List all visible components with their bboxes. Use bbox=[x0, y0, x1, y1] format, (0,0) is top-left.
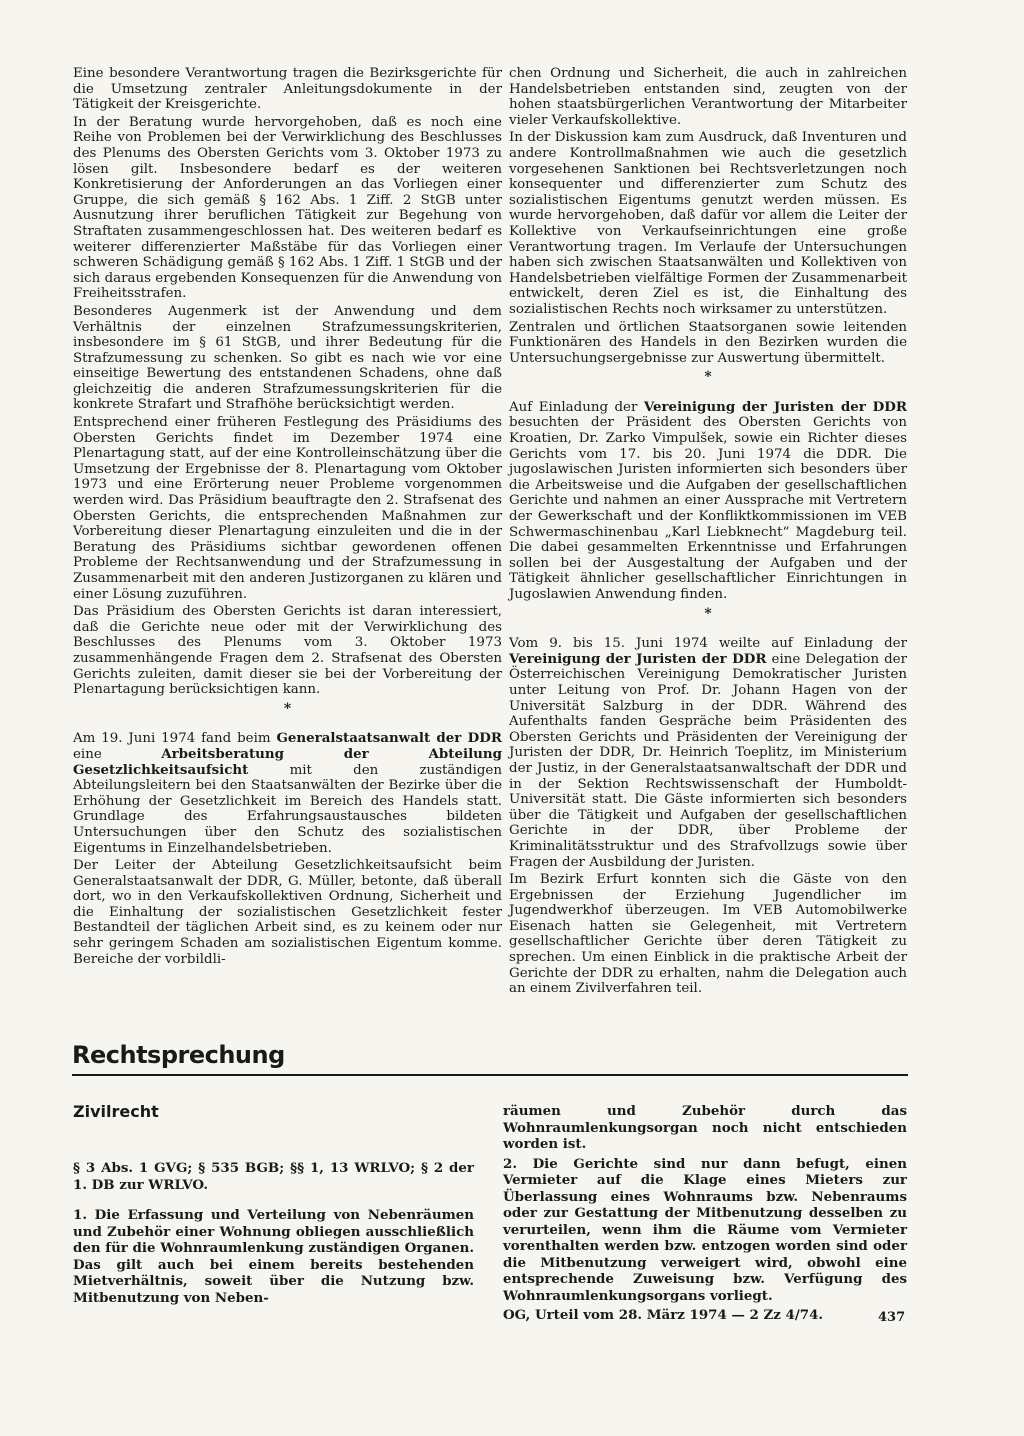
subsection-heading: Zivilrecht bbox=[73, 1102, 159, 1121]
paragraph: Besonderes Augenmerk ist der Anwendung und dem Verhältnis der einzelnen Strafzumessungskriterien, insbesondere im § 61 StGB, und ihrer Bedeutung für die Strafzumessung zu schenken. So gibt es nach wie vor eine einseitige Bewertung des entstandenen Schadens, ohne daß gleichzeitig die anderen Strafzumessungskriterien für die konkrete Strafart und Strafhöhe berücksichtigt werden. bbox=[73, 303, 502, 413]
page-number: 437 bbox=[878, 1310, 906, 1325]
paragraph: In der Diskussion kam zum Ausdruck, daß Inventuren und andere Kontrollmaßnahmen wie auch die gesetzlich vorgesehenen Sanktionen bei Rechtsverletzungen noch konsequenter und differenzierter zum Schutz des sozialistischen Eigentums genutzt werden müssen. Es wurde hervorgehoben, daß dafür vor allem die Leiter der Kollektive von Verkaufseinrichtungen eine große Verantwortung tragen. Im Verlaufe der Untersuchungen haben sich zwischen Staatsanwälten und Kollektiven von Handelsbetrieben vielfältige Formen der Zusammenarbeit entwickelt, deren Ziel es ist, die Einhaltung des sozialistischen Rechts noch wirksamer zu unterstützen. bbox=[509, 130, 907, 317]
bold-text: Arbeitsberatung der Abteilung Gesetzlichkeitsaufsicht bbox=[73, 745, 503, 778]
news-paragraph: Am 19. Juni 1974 fand beim Generalstaatsanwalt der DDR eine Arbeitsberatung der Abteilung Gesetzlichkeitsaufsicht mit den zuständigen Abteilungsleitern bei den Staatsanwälten der Bezirke über die Erhöhung der Gesetzlichkeit im Bereich des Handels statt. Grundlage des Erfahrungsaustausches bildeten Untersuchungen über den Schutz des sozialistischen Eigentums in Einzelhandelsbetrieben. bbox=[73, 730, 503, 856]
section-heading: Rechtsprechung bbox=[72, 1040, 908, 1076]
lower-left-column bbox=[73, 1160, 474, 1309]
headnote-1: 1. Die Erfassung und Verteilung von Nebenräumen und Zubehör einer Wohnung obliegen ausschließlich den für die Wohnraumlenkung zuständigen Organen. Das gilt auch bei einem bereits bestehenden Mietverhältnis, soweit über die Nutzung bzw. Mitbenutzung von Neben- bbox=[73, 1207, 474, 1306]
headnote-2: 2. Die Gerichte sind nur dann befugt, einen Vermieter auf die Klage eines Mieters zur Überlassung eines Wohnraums bzw. Nebenraums oder zur Gestattung der Mitbenutzung desselben zu verurteilen, wenn ihm die Räume vom Vermieter vorenthalten werden bzw. entzogen worden sind oder die Mitbenutzung verweigert wird, obwohl eine entsprechende Zuweisung bzw. Verfügung des Wohnraumlenkungsorgans vorliegt. bbox=[503, 1155, 907, 1304]
citation: OG, Urteil vom 28. März 1974 — 2 Zz 4/74. bbox=[503, 1307, 824, 1323]
separator-asterisk: * bbox=[704, 605, 712, 622]
bold-text: Generalstaatsanwalt der DDR bbox=[276, 730, 502, 747]
lower-right-column bbox=[503, 1103, 907, 1327]
separator-asterisk: * bbox=[704, 369, 712, 386]
paragraph: Das Präsidium des Obersten Gerichts ist daran interessiert, daß die Gerichte neue oder mit der Verwirklichung des Beschlusses des Plenums vom 3. Oktober 1973 zusammenhängende Fragen dem 2. Strafsenat des Obersten Gerichts zuleiten, damit dieser sie bei der Vorbereitung der Plenartagung berücksichtigen kann. bbox=[73, 604, 502, 698]
bold-text: Vereinigung der Juristen der DDR bbox=[643, 398, 907, 415]
paragraph: Entsprechend einer früheren Festlegung des Präsidiums des Obersten Gerichts findet im Dezember 1974 eine Plenartagung statt, auf der eine Kontrolleinschätzung über die Umsetzung der Ergebnisse der 8. Plenartagung vom Oktober 1973 und eine Erörterung neuer Probleme vorgenommen werden wird. Das Präsidium beauftragte den 2. Strafsenat des Obersten Gerichts, die entsprechenden Maßnahmen zur Vorbereitung dieser Plenartagung einzuleiten und die in der Beratung des Präsidiums sichtbar gewordenen offenen Probleme der Rechtsanwendung und der Strafzumessung in Zusammenarbeit mit den anderen Justizorganen zu klären und einer Lösung zuzuführen. bbox=[73, 415, 502, 602]
left-column bbox=[73, 66, 502, 969]
headnote-1-continued: räumen und Zubehör durch das Wohnraumlenkungsorgan noch nicht entschieden worden ist. bbox=[503, 1103, 907, 1152]
paragraph: Im Bezirk Erfurt konnten sich die Gäste von den Ergebnissen der Erziehung Jugendlicher im Jugendwerkhof überzeugen. Im VEB Automobilwerke Eisenach hatten sie Gelegenheit, mit Vertretern gesellschaftlicher Gerichte über deren Tätigkeit zu sprechen. Um einen Einblick in die praktische Arbeit der Gerichte der DDR zu erhalten, nahm die Delegation auch an einem Zivilverfahren teil. bbox=[509, 872, 907, 997]
paragraph: Zentralen und örtlichen Staatsorganen sowie leitenden Funktionären des Handels in den Bezirken wurden die Untersuchungsergebnisse zur Auswertung übermittelt. bbox=[509, 319, 907, 366]
news-paragraph: Vom 9. bis 15. Juni 1974 weilte auf Einladung der Vereinigung der Juristen der DDR eine Delegation der Österreichischen Vereinigung Demokratischer Juristen unter Leitung von Prof. Dr. Johann Hagen von der Universität Salzburg in der DDR. Während des Aufenthalts fanden Gespräche beim Präsidenten des Obersten Gerichts und Präsidenten der Vereinigung der Juristen der DDR, Dr. Heinrich Toeplitz, im Ministerium der Justiz, in der Generalstaatsanwaltschaft der DDR und in der Sektion Rechtswissenschaft der Humboldt-Universität statt. Die Gäste informierten sich besonders über die Tätigkeit und Aufgaben der gesellschaftlichen Gerichte in der DDR, über Probleme der Kriminalitätsstruktur und des Strafvollzugs sowie über Fragen der Ausbildung der Juristen. bbox=[509, 636, 907, 870]
paragraph: chen Ordnung und Sicherheit, die auch in zahlreichen Handelsbetrieben entstanden sind, zeugten von der hohen staatsbürgerlichen Verantwortung der Mitarbeiter vieler Verkaufskollektive. bbox=[509, 66, 907, 128]
paragraph: Der Leiter der Abteilung Gesetzlichkeitsaufsicht beim Generalstaatsanwalt der DDR, G. Müller, betonte, daß überall dort, wo in den Verkaufskollektiven Ordnung, Sicherheit und die Einhaltung der sozialistischen Gesetzlichkeit fester Bestandteil der täglichen Arbeit sind, es zu keinem oder nur sehr geringem Schaden am sozialistischen Eigentum komme. Bereiche der vorbildli- bbox=[73, 858, 502, 967]
separator-asterisk: * bbox=[283, 700, 292, 717]
bold-text: Vereinigung der Juristen der DDR bbox=[509, 650, 767, 667]
news-paragraph: Auf Einladung der Vereinigung der Juristen der DDR besuchten der Präsident des Obersten Gerichts von Kroatien, Dr. Zarko Vimpulšek, sowie ein Richter dieses Gerichts vom 17. bis 20. Juni 1974 die DDR. Die jugoslawischen Juristen informierten sich besonders über die Arbeitsweise und die Aufgaben der gesellschaftlichen Gerichte und nahmen an einer Aussprache mit Vertretern der Gewerkschaft und der Konfliktkommissionen im VEB Schwermaschinenbau „Karl Liebknecht“ Magdeburg teil. Die dabei gesammelten Erkenntnisse und Erfahrungen sollen bei der Ausgestaltung der Aufgaben und der Tätigkeit ähnlicher gesellschaftlicher Einrichtungen in Jugoslawien Anwendung finden. bbox=[509, 398, 907, 602]
paragraph: In der Beratung wurde hervorgehoben, daß es noch eine Reihe von Problemen bei der Verwirklichung des Beschlusses des Plenums des Obersten Gerichts vom 3. Oktober 1973 zu lösen gilt. Insbesondere bedarf es der weiteren Konkretisierung der Anforderungen an das Vorliegen einer Gruppe, die sich gemäß § 162 Abs. 1 Ziff. 2 StGB unter Ausnutzung ihrer beruflichen Tätigkeit zur Begehung von Straftaten zusammengeschlossen hat. Des weiteren bedarf es weiterer differenzierter Maßstäbe für das Vorliegen einer schweren Schädigung gemäß § 162 Abs. 1 Ziff. 1 StGB und der sich daraus ergebenden Konsequenzen für die Anwendung von Freiheitsstrafen. bbox=[73, 114, 502, 302]
right-column bbox=[509, 66, 907, 999]
paragraph: Eine besondere Verantwortung tragen die Bezirksgerichte für die Umsetzung zentraler Anleitungsdokumente in der Tätigkeit der Kreisgerichte. bbox=[73, 66, 502, 113]
legal-norms: § 3 Abs. 1 GVG; § 535 BGB; §§ 1, 13 WRLVO; § 2 der 1. DB zur WRLVO. bbox=[73, 1160, 474, 1193]
